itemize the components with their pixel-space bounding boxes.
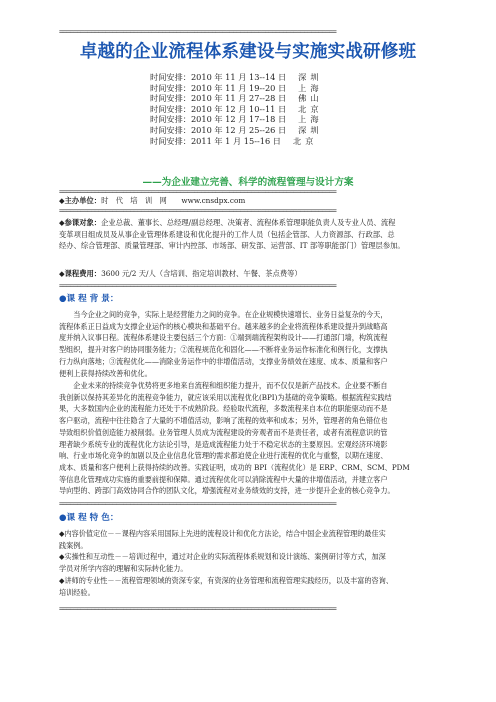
background-heading: ●课 程 背 景： <box>59 294 119 304</box>
organizer-line <box>59 195 444 207</box>
divider-rule: ============================================================================== <box>59 500 336 508</box>
divider-rule: ============================================================================== <box>59 207 336 215</box>
divider-rule: ============================================================================== <box>59 188 336 196</box>
features-heading: ●课 程 特 色： <box>59 513 119 523</box>
fee-label: ◆课程费用： <box>59 269 102 278</box>
feature-item: ◆内容价值定位－－课程内容采用国际上先进的流程设计和优化方法论，结合中国企业流程管理的最佳实 践案例。 <box>59 529 386 550</box>
page-title: 卓越的企业流程体系建设与实施实战研修班 <box>79 42 417 62</box>
subtitle: ——为企业建立完善、科学的流程管理与设计方案 <box>142 177 354 188</box>
background-paragraph-1: 当今企业之间的竞争，实际上是经营能力之间的竞争。在企业规模快速增长、业务日益复杂的今天， 流程体系正日益成为支撑企业运作的核心模块和基础平台。越来越多的企业将流程体系建设提升到战略高 度并纳入议事日程。流程体系建设主要包括三个方面：①端到端流程架构设计——打通部门墙，构筑流程 型组织，提升对客户的协同服务能力；②流程规范化和固化——不断将业务运作标准化和例行化，支撑执 行力纵向落地；③流程优化——消除业务运作中的非增值活动，支撑业务绩效在速度、成本、质量和客户 便利上获得持续改善和优化。 <box>59 310 388 378</box>
schedule-list <box>150 72 323 146</box>
schedule-row: 时间安排：2010 年 12 月 10--11 日 北京 <box>150 103 323 114</box>
audience-label: ◆参课对象： <box>59 218 102 227</box>
divider-rule: ============================================================================== <box>59 605 336 613</box>
feature-item: ◆实操性和互动性－－培训过程中，通过对企业的实际流程体系规划和设计演练、案例研讨等方式，加深 学员对所学内容的理解和实际转化能力。 <box>59 552 386 574</box>
schedule-row: 时间安排：2010 年 12 月 25--26 日 深圳 <box>150 124 323 135</box>
schedule-row: 时间安排：2010 年 11 月 13--14 日 深圳 <box>150 72 323 82</box>
fee-text: 3600 元/2 天/人（含培训、指定培训教材、午餐、茶点费等） <box>101 269 302 278</box>
divider-rule: ============================================================================== <box>59 282 336 290</box>
organizer-text: 时 代 培 训 网 www.cnsdpx.com <box>101 196 246 205</box>
fee-line <box>59 268 444 280</box>
schedule-row: 时间安排：2010 年 11 月 27--28 日 佛山 <box>150 93 323 104</box>
divider-rule: ============================================================================== <box>59 28 336 36</box>
schedule-row: 时间安排：2011 年 1 月 15--16 日 北京 <box>150 135 318 146</box>
schedule-row: 时间安排：2010 年 12 月 17--18 日 上海 <box>150 114 323 125</box>
organizer-label: ◆主办单位： <box>59 196 102 205</box>
feature-item: ◆讲师的专业性－－流程管理领域的资深专家，有资深的业务管理和流程管理实践经历，以及丰富的咨询、 培训经验。 <box>59 575 393 597</box>
features-list <box>59 528 444 598</box>
background-paragraph-2: 企业未来的持续竞争优势将更多地来自流程和组织能力提升，而不仅仅是新产品技术。企业要不断自 我创新以保持其差异化的流程竞争能力，就应该采用以流程优化(BPI)为基础的竞争策略。根据流程实践结 果，大多数国内企业的流程能力还处于不成熟阶段。经验取代流程，多数流程来自本位的职能驱动而不是 客户驱动，流程中往往隐含了大量的不增值活动，影响了流程的效率和成本；另外，管理者的角色错位也 导致组织价值创造能力被削弱。业务管理人员成为流程建设的旁观者而不是责任者，或者有流程意识的管 理者缺少系统专业的流程优化方法论引导，是造成流程能力处于不稳定状态的主要原因。宏观经济环境影 响、行业市场化竞争的加剧以及企业信息化管理的需求都迫使企业进行流程的优化与重整，以期在速度、 成本、质量和客户便利上获得持续的改善。实践证明，成功的 BPI（流程优化）是 ERP、CRM、SCM、PDM 等信息化管理成功实施的重要前提和保障。通过流程优化可以消除流程中大量的非增值活动，并建立客户 导向型的、跨部门高效协同合作的团队文化，增强流程对业务绩效的支持，进一步提升企业的核心竞争力。 <box>59 381 410 496</box>
audience-block: ◆参课对象：企业总裁、董事长、总经理/副总经理、决策者、流程体系管理职能负责人及专业人员、流程 变革项目组成员及从事企业管理体系建设和优化提升的工作人员（包括企管部、人力资源部、行政部、总 经办、综合管理部、质量管理部、审计内控部、市场部、研发部、运营部、IT 部等职能部门）管理层参加。 <box>59 218 405 251</box>
schedule-row: 时间安排：2010 年 11 月 19--20 日 上海 <box>150 82 323 93</box>
